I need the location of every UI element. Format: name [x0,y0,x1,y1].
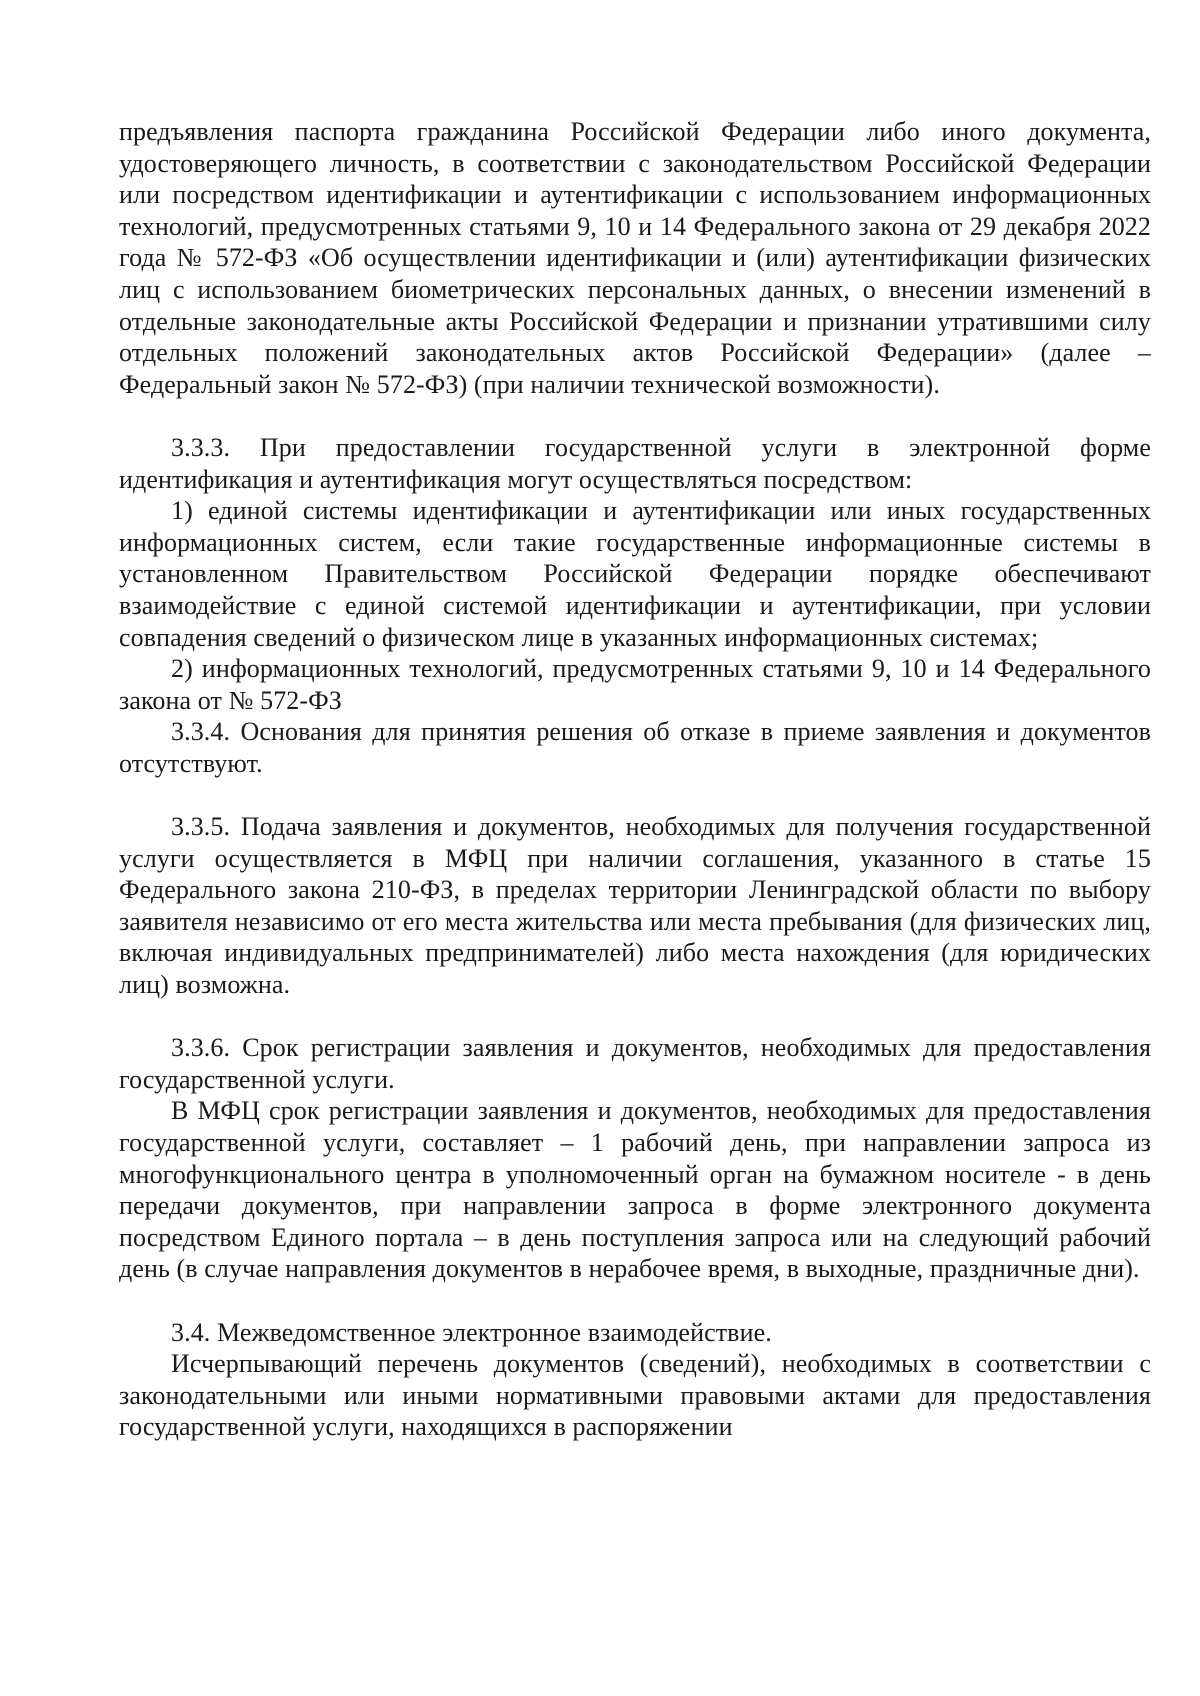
paragraph-3-4-list: Исчерпывающий перечень документов (сведений), необходимых в соответствии с законодательными или иными нормативными правовыми актами для предоставления государственной услуги, находящихся в распоряжении [119,1349,1151,1442]
paragraph-3-3-3: 3.3.3. При предоставлении государственной услуги в электронной форме идентификация и аутентификация могут осуществляться посредством: [119,432,1151,494]
paragraph-continuation: предъявления паспорта гражданина Российской Федерации либо иного документа, удостоверяющего личность, в соответствии с законодательством Российской Федерации или посредством идентификации и аутентификации с использованием информационных технологий, предусмотренных статьями 9, 10 и 14 Федерального закона от 29 декабря 2022 года № 572-ФЗ «Об осуществлении идентификации и (или) аутентификации физических лиц с использованием биометрических персональных данных, о внесении изменений в отдельные законодательные акты Российской Федерации и признании утратившими силу отдельных положений законодательных актов Российской Федерации» (далее – Федеральный закон № 572-ФЗ) (при наличии технической возможности). [119,117,1151,399]
paragraph-gap [119,1285,1151,1317]
list-item-3-3-3-1: 1) единой системы идентификации и аутентификации или иных государственных информационных систем, если такие государственные информационные системы в установленном Правительством Российской Федерации порядке обеспечивают взаимодействие с единой системой идентификации и аутентификации, при условии совпадения сведений о физическом лице в указанных информационных системах; [119,496,1151,652]
paragraph-gap [119,779,1151,811]
paragraph-gap [119,1001,1151,1033]
document-body [119,116,1151,1443]
paragraph-3-4-heading: 3.4. Межведомственное электронное взаимодействие. [171,1317,772,1347]
paragraph-3-3-5: 3.3.5. Подача заявления и документов, необходимых для получения государственной услуги осуществляется в МФЦ при наличии соглашения, указанного в статье 15 Федерального закона 210-ФЗ, в пределах территории Ленинградской области по выбору заявителя независимо от его места жительства или места пребывания (для физических лиц, включая индивидуальных предпринимателей) либо места нахождения (для юридических лиц) возможна. [119,812,1151,1000]
paragraph-gap [119,400,1151,432]
paragraph-3-3-6: 3.3.6. Срок регистрации заявления и документов, необходимых для предоставления государственной услуги. [119,1033,1151,1094]
paragraph-3-3-6-mfc: В МФЦ срок регистрации заявления и документов, необходимых для предоставления государственной услуги, составляет – 1 рабочий день, при направлении запроса из многофункционального центра в уполномоченный орган на бумажном носителе - в день передачи документов, при направлении запроса в форме электронного документа посредством Единого портала – в день поступления запроса или на следующий рабочий день (в случае направления документов в нерабочее время, в выходные, праздничные дни). [119,1096,1151,1284]
list-item-3-3-3-2: 2) информационных технологий, предусмотренных статьями 9, 10 и 14 Федерального закона от № 572-ФЗ [119,654,1151,715]
paragraph-3-3-4: 3.3.4. Основания для принятия решения об отказе в приеме заявления и документов отсутствуют. [119,717,1151,778]
